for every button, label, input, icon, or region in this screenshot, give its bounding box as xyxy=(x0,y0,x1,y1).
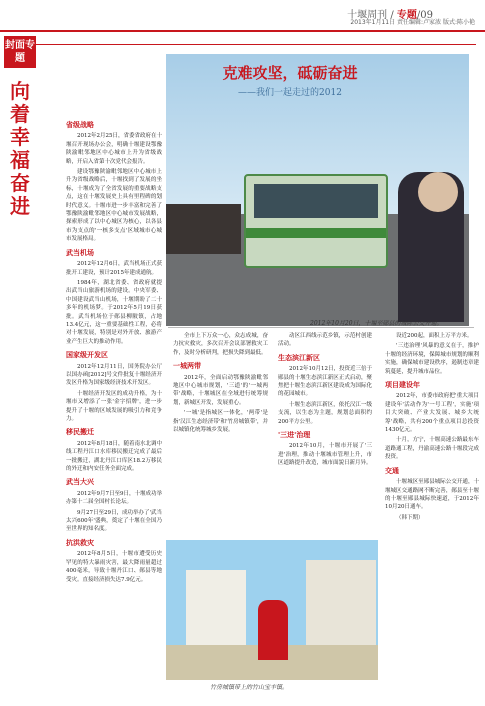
feature-title: 克难攻坚，砥砺奋进 xyxy=(222,64,358,82)
section-heading: '三进'治理 xyxy=(278,431,311,440)
section-heading: 移民搬迁 xyxy=(66,428,94,437)
paragraph: 2012年12月6日，武当机场正式获批开工建设，预计2015年建成通航。 xyxy=(66,261,162,276)
section-corner-badge: 封面专题 xyxy=(4,36,36,68)
paragraph: 2012年9月7日至9日，十堰成功举办第十二届全国村长论坛。 xyxy=(66,490,162,506)
column-c xyxy=(278,332,372,547)
section-heading: 一城两带 xyxy=(173,362,201,371)
paragraph: 2012年10月，十堰市开展了'三进'治理，推动十堰城市管理上升，市区道路提升改造，城市面貌日新月异。 xyxy=(278,443,372,467)
section-heading: 生态滨江新区 xyxy=(278,353,320,362)
paragraph: 2012年，全面启动鄂豫陕渝毗邻地区中心城市规划，'三道'的'一城两带'战略，十堰城区在全域进行统筹规划，新城区开发，发展重心。 xyxy=(173,374,268,406)
photo-house xyxy=(306,560,376,650)
section-heading: 国家级开发区 xyxy=(66,351,108,360)
paragraph: '三违治理'风暴的意义在于，推护十堰的经济环境，保障城市规划的顺利实施，确保城市建设秩序，遏制违章建筑蔓延，提升城市品位。 xyxy=(385,343,479,375)
photo2-caption: 竹房城镇带上的竹山宝丰镇。 xyxy=(210,684,289,691)
paragraph: 2012年8月18日，随着南水北调中线工程丹江口水库移民搬迁完成了最后一批搬迁，湖北丹江口库区18.2万移民的外迁和内安任务全面完成。 xyxy=(66,440,162,473)
town-photo xyxy=(166,540,378,680)
photo-dancer xyxy=(258,600,288,660)
paragraph: 2012年2月25日，省委省政府在十堰召开现场办公会，明确十堰建设鄂豫陕渝毗邻地区中心城市上升为省级战略，开启入省第十次党代会报告。 xyxy=(66,133,162,165)
paper-name: 十堰周刊 xyxy=(347,10,388,21)
section-rule xyxy=(36,44,476,45)
section-heading: 武当机场 xyxy=(66,248,94,257)
paragraph: 动区江西线示范乡镇，示范村创建活动。 xyxy=(278,333,372,348)
paragraph: 十堰经济开发区的成功升格，为十堰市又增添了一张'金字招牌'，进一步提升了十堰的区域发展的吸引力和竞争力。 xyxy=(66,390,162,422)
paragraph: （韩下期） xyxy=(396,514,424,521)
divider xyxy=(168,327,474,328)
paragraph: '一城'是指城区一体化，'两带'是指'汉江生态经济带'和'竹房城镇带'，并以城镇化统筹城乡发展。 xyxy=(173,410,268,434)
paragraph: 2012年12月11日，国务院办公厅以国办函[2012]号文件批复十堰经济开发区升格为国家级经济技术开发区。 xyxy=(66,363,162,387)
section-heading: 省级战略 xyxy=(66,121,94,129)
photo-house xyxy=(186,570,246,650)
bus-window xyxy=(254,184,378,218)
column-a xyxy=(66,116,162,706)
paragraph: 十月，方宁，十堰高速公路最东车道路通工程，丹渝高速公路十堰段完成投资。 xyxy=(385,437,479,461)
photo-person-head xyxy=(418,172,458,212)
paragraph: 建设鄂豫陕渝毗邻地区中心城市上升为省级战略后，十堰找到了发展的坐标，十堰成为了全省发展的重要战略支点，这在十堰发展史上具有里程碑的划时代意义。十堰市进一步丰富和完善了鄂豫陕渝毗邻地区中心城市发展战略，探索形成了以中心城区为核心，以各县市为支点的'一核多支点'区域城市心城市发展格局。 xyxy=(66,169,162,243)
paragraph: 设近200起，面积上万平方米。 xyxy=(396,333,473,339)
feature-subtitle: ——我们一起走过的2012 xyxy=(238,88,342,98)
paragraph: 十堰城区至郧县城际公交开通，十堰城区交通路网不断完善，郧县至十堰的十堰至郧县城际快速道，于2012年10月20日通车。 xyxy=(385,479,479,511)
bus-stripe xyxy=(246,228,386,238)
photo-crowd xyxy=(166,204,241,254)
side-title: 向着幸福奋进 xyxy=(10,79,30,218)
page-number: /09 xyxy=(416,10,433,21)
paragraph: 2012年8月5日，十堰市遭受历史罕见的特大暴雨灾害，最大降雨量超过400毫米，导致十堰丹江口、郧县等地受灾。直接经济损失达7.9亿元。 xyxy=(66,551,162,583)
section-heading: 项目建设年 xyxy=(385,381,420,390)
city-bus xyxy=(244,174,388,268)
paragraph: 9月27日至29日，成功举办了'武当太兴600年'盛典，奠定了十堰在全国乃至世界的知名度。 xyxy=(66,509,162,533)
paragraph: 十堰生态滨江新区，依托汉江一级支流，以生态为主题，规划总面积约200平方公里。 xyxy=(278,401,372,425)
section-heading: 抗洪救灾 xyxy=(66,538,94,547)
issue-meta: 2013年1月11日 责任编辑:卢家浓 版式:陈小艳 xyxy=(350,19,475,26)
section-heading: 武当大兴 xyxy=(66,478,94,487)
header-rule xyxy=(0,30,485,32)
paragraph: 2012年，市委市政府把'重大项目建设年'活动作为'一号工程'，实施'项目大突破、产业大发展、城乡大统筹'战略，共有200个重点项目总投资1430亿元。 xyxy=(385,393,479,434)
masthead: 十堰周刊 / 专题/09 xyxy=(347,10,433,21)
column-d xyxy=(385,332,479,702)
column-b xyxy=(173,332,268,547)
paragraph: 1984年，湖北省委、省政府就提出武当山旅游机场的建设。中央军委、中国建设武当山机场，十堰期盼了二十多年的机场梦。于2012年5月19日获批。武当机场位于郧县柳陂镇，占地13.4亿元，这一重要基础性工程，必将对十堰发展，特别是对外开放、旅游产业产生巨大的推动作用。 xyxy=(66,279,162,345)
section-heading: 交通 xyxy=(385,466,399,475)
paragraph: 全市上下万众一心，众志成城，奋力抗灾救灾，多次召开会议部署救灾工作，及时分析研判，把损失降到最低。 xyxy=(173,333,268,356)
paragraph: 2012年10月12日，投资近三倍于郧县的十堰生态滨江新区正式启动，聚焦把十堰生态滨江新区建设成为国际化的花园城市。 xyxy=(278,366,372,398)
section-name: 专题 xyxy=(396,10,417,21)
photo1-caption: 2012年10月20日，十堰至郧县的城际公交开通。 xyxy=(310,320,443,327)
feature-title-block xyxy=(190,62,390,98)
